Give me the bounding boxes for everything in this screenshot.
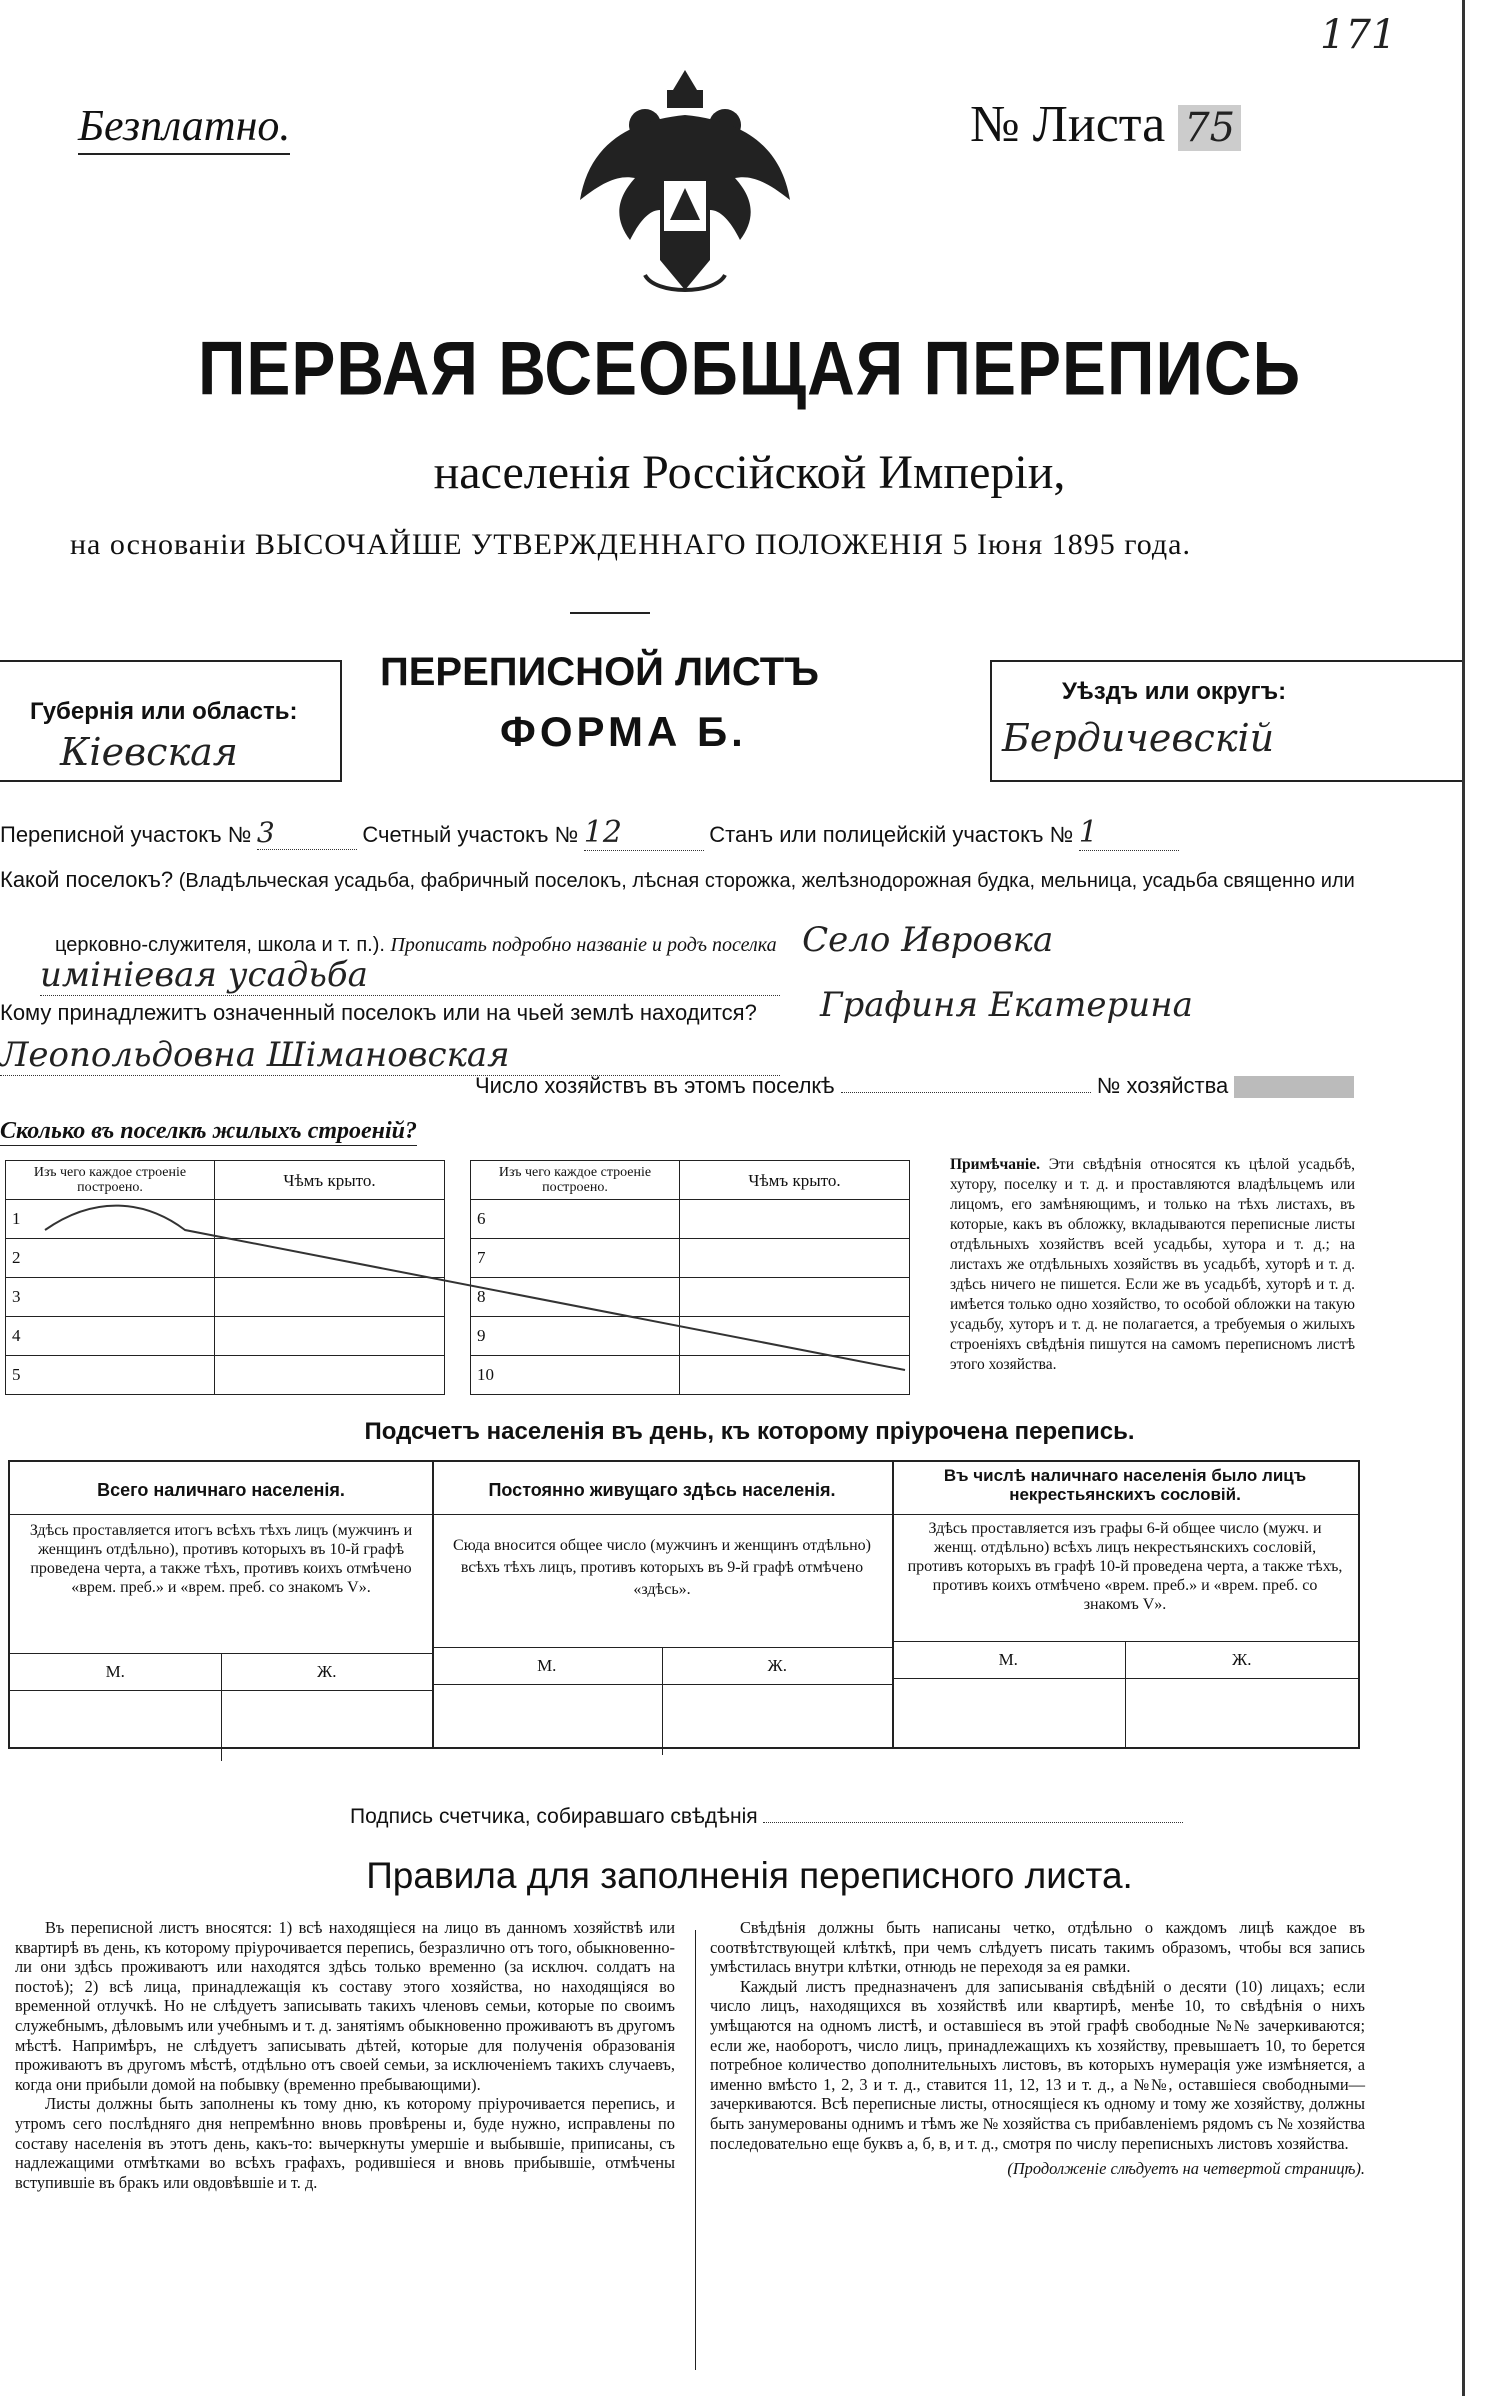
owner-value-2: Леопольдовна Шімановская bbox=[0, 1035, 780, 1076]
census-district-value: 3 bbox=[257, 816, 357, 850]
form-title: ПЕРЕПИСНОЙ ЛИСТЪ bbox=[380, 650, 819, 694]
settlement-instruction-line: церковно-служителя, школа и т. п.). Прописать подробно названіе и родъ поселка Село Ивровка bbox=[55, 920, 1054, 960]
cross-out-stroke bbox=[5, 1190, 915, 1380]
owner-label: Кому принадлежитъ означенный поселокъ или на чьей землѣ находится? bbox=[0, 1000, 757, 1025]
corner-mark: 171 bbox=[1320, 12, 1397, 58]
table-row: 1 bbox=[6, 1200, 445, 1239]
table-row: 2 bbox=[6, 1239, 445, 1278]
table-row: 7 bbox=[471, 1239, 910, 1278]
owner-value: Графиня Екатерина bbox=[820, 985, 1193, 1025]
free-label: Безплатно. bbox=[78, 100, 290, 155]
rules-left: Въ переписной листъ вносятся: 1) всѣ находящіеся на лицо въ данномъ хозяйствѣ или квартирѣ въ день, къ которому пріурочивается перепись, безразлично отъ того, обыкновенно-ли они здѣсь проживаютъ или находятся здѣсь только временно (за исключ. солдатъ на постоѣ); 2) всѣ лица, принадлежащія къ составу этого хозяйства, но находящіяся во временной отлучкѣ. Но не слѣдуетъ записывать такихъ членовъ семьи, которые по своимъ служебнымъ, дѣловымъ или учебнымъ и т. д. занятіямъ обыкновенно проживаютъ въ другомъ мѣстѣ. Напримѣръ, не слѣдуетъ записывать дѣтей, которые для полученія образованія проживаютъ въ другомъ мѣстѣ, отдѣльно отъ своей семьи, за исключеніемъ такихъ случаевъ, когда они прибыли домой на побывку (временно пребывающими). Листы должны быть заполнены къ тому дню, къ которому пріурочивается перепись, и утромъ сего послѣдняго дня непремѣнно вновь провѣрены и, буде нужно, исправлены по составу населенія въ этотъ день, какъ-то: вычеркнуты умершіе и выбывшіе, приписаны, съ надлежащими отмѣтками во всѣхъ графахъ, родившіеся и вновь прибывшіе, отмѣчены вступившіе въ бракъ или овдовѣвшіе и т. д. bbox=[15, 1918, 675, 2192]
buildings-table-right: Изъ чего каждое строеніе построено. Чѣмъ крыто. 6 7 8 9 10 bbox=[470, 1160, 910, 1395]
population-heading: Подсчетъ населенія въ день, къ которому пріурочена перепись. bbox=[364, 1418, 1135, 1445]
population-col-nonpeasant: Въ числѣ наличнаго населенія было лицъ некрестьянскихъ сословій. Здѣсь проставляется изъ графы 6-й общее число (мужч. и женщ. отдѣльно) всѣхъ лицъ некрестьянскихъ сословій, противъ которыхъ въ графѣ 10-й проведена черта, а также тѣхъ, противъ коихъ отмѣчено «врем. преб.» и «врем. преб. со знакомъ V». М. Ж. bbox=[892, 1462, 1358, 1747]
rules-right: Свѣдѣнія должны быть написаны четко, отдѣльно о каждомъ лицѣ каждое въ соотвѣтствующей клѣткѣ, при чемъ слѣдуетъ писать такимъ образомъ, чтобы вся запись умѣстилась внутри клѣтки, отнюдь не переходя за ея рамки. Каждый листъ предназначенъ для записыванія свѣдѣній о десяти (10) лицахъ; если число лицъ, находящихся въ хозяйствѣ или квартирѣ, менѣе 10, то свѣдѣнія о нихъ умѣщаются на одномъ листѣ, и оставшіеся въ этой графѣ свободные №№ зачеркиваются; если же, наоборотъ, число лицъ, принадлежащихъ къ хозяйству, превышаетъ 10, то берется потребное количество дополнительныхъ листовъ, въ которыхъ нумерація уже измѣняется, а именно вмѣсто 1, 2, 3 и т. д., ставится 11, 12, 13 и т. д., а №№, оставшіеся свободными—зачеркиваются. Всѣ переписные листы, относящіеся къ одному и тому же хозяйству, должны быть занумерованы однимъ и тѣмъ же № хозяйства съ прибавленіемъ рядомъ съ № хозяйства последовательно еще буквъ а, б, в, и т. д., смотря по числу переписныхъ листовъ хозяйства. (Продолженіе слѣдуетъ на четвертой страницѣ). bbox=[710, 1918, 1365, 2179]
gubernia-label: Губернія или область: bbox=[30, 698, 298, 725]
sheet-number-label: № Листа bbox=[970, 96, 1166, 153]
buildings-table-left: Изъ чего каждое строеніе построено. Чѣмъ крыто. 1 2 3 4 5 bbox=[5, 1160, 445, 1395]
table-row: 3 bbox=[6, 1278, 445, 1317]
counting-district-value: 12 bbox=[584, 815, 704, 851]
table-row: 9 bbox=[471, 1317, 910, 1356]
population-col-total: Всего наличнаго населенія. Здѣсь проставляется итогъ всѣхъ тѣхъ лицъ (мужчинъ и женщинъ отдѣльно), противъ которыхъ въ 10-й графѣ проведена черта, а также тѣхъ, противъ коихъ отмѣчено «врем. преб.» и «врем. преб. со знакомъ V». М. Ж. bbox=[10, 1462, 434, 1747]
district-line: Переписной участокъ № 3 Счетный участокъ № 12 Станъ или полицейскій участокъ № 1 bbox=[0, 815, 1340, 851]
gubernia-value: Кіевская bbox=[60, 730, 238, 774]
households-line: Число хозяйствъ въ этомъ поселкѣ № хозяйства bbox=[475, 1073, 1475, 1099]
signature-line: Подпись счетчика, собиравшаго свѣдѣнія bbox=[350, 1805, 1183, 1829]
buildings-label: Сколько въ поселкѣ жилыхъ строеній? bbox=[0, 1118, 417, 1144]
sheet-number-value: 75 bbox=[1178, 105, 1241, 151]
table-row: 10 bbox=[471, 1356, 910, 1395]
page-edge bbox=[1462, 0, 1499, 2396]
sheet-number bbox=[970, 95, 1241, 154]
settlement-value-2: имініевая усадьба bbox=[40, 955, 780, 996]
basis-line: на основаніи ВЫСОЧАЙШЕ УТВЕРЖДЕННАГО ПОЛОЖЕНІЯ 5 Іюня 1895 года. bbox=[70, 528, 1191, 561]
table-row: 4 bbox=[6, 1317, 445, 1356]
form-subtitle: ФОРМА Б. bbox=[500, 708, 747, 755]
column-divider bbox=[695, 1930, 696, 2370]
uezd-value: Бердичевскій bbox=[1002, 716, 1275, 760]
settlement-line: Какой поселокъ? (Владѣльческая усадьба, фабричный поселокъ, лѣсная сторожка, желѣзнодорожная будка, мельница, усадьба священно или bbox=[0, 867, 1355, 892]
table-row: 5 bbox=[6, 1356, 445, 1395]
rules-heading: Правила для заполненія переписного листа. bbox=[366, 1855, 1133, 1896]
subtitle: населенія Россійской Имперіи, bbox=[433, 446, 1066, 499]
settlement-value: Село Ивровка bbox=[802, 920, 1054, 960]
population-table bbox=[8, 1460, 1360, 1749]
household-number-box bbox=[1234, 1076, 1354, 1098]
table-row: 8 bbox=[471, 1278, 910, 1317]
stan-value: 1 bbox=[1079, 815, 1179, 851]
main-title: ПЕРВАЯ ВСЕОБЩАЯ ПЕРЕПИСЬ bbox=[197, 325, 1302, 411]
uezd-box bbox=[990, 660, 1494, 782]
table-row: 6 bbox=[471, 1200, 910, 1239]
population-col-permanent: Постоянно живущаго здѣсь населенія. Сюда вносится общее число (мужчинъ и женщинъ отдѣльно) всѣхъ тѣхъ лицъ, противъ которыхъ въ 9-й графѣ отмѣчено «здѣсь». М. Ж. bbox=[432, 1462, 894, 1747]
gubernia-box bbox=[0, 660, 342, 782]
divider bbox=[570, 612, 650, 614]
imperial-eagle-icon bbox=[575, 60, 795, 305]
note: Примѣчаніе. Эти свѣдѣнія относятся къ цѣлой усадьбѣ, хутору, поселку и т. д. и проставляются владѣльцемъ или лицомъ, его замѣняющимъ, и только на тѣхъ листахъ, въ которые, какъ въ обложку, вкладываются переписные листы отдѣльныхъ хозяйствъ всей усадьбы, хутора и т. д.; на листахъ же отдѣльныхъ хозяйствъ въ усадьбѣ, хуторѣ и т. д. здѣсь ничего не пишется. Если же въ усадьбѣ, хуторѣ и т. д. имѣется только одно хозяйство, то особой обложки на такую усадьбу, хуторъ и т. д. не полагается, а требуемыя о жилыхъ строеніяхъ свѣдѣнія пишутся на самомъ переписномъ листѣ этого хозяйства. bbox=[950, 1156, 1355, 1373]
uezd-label: Уѣздъ или округъ: bbox=[1062, 678, 1287, 705]
